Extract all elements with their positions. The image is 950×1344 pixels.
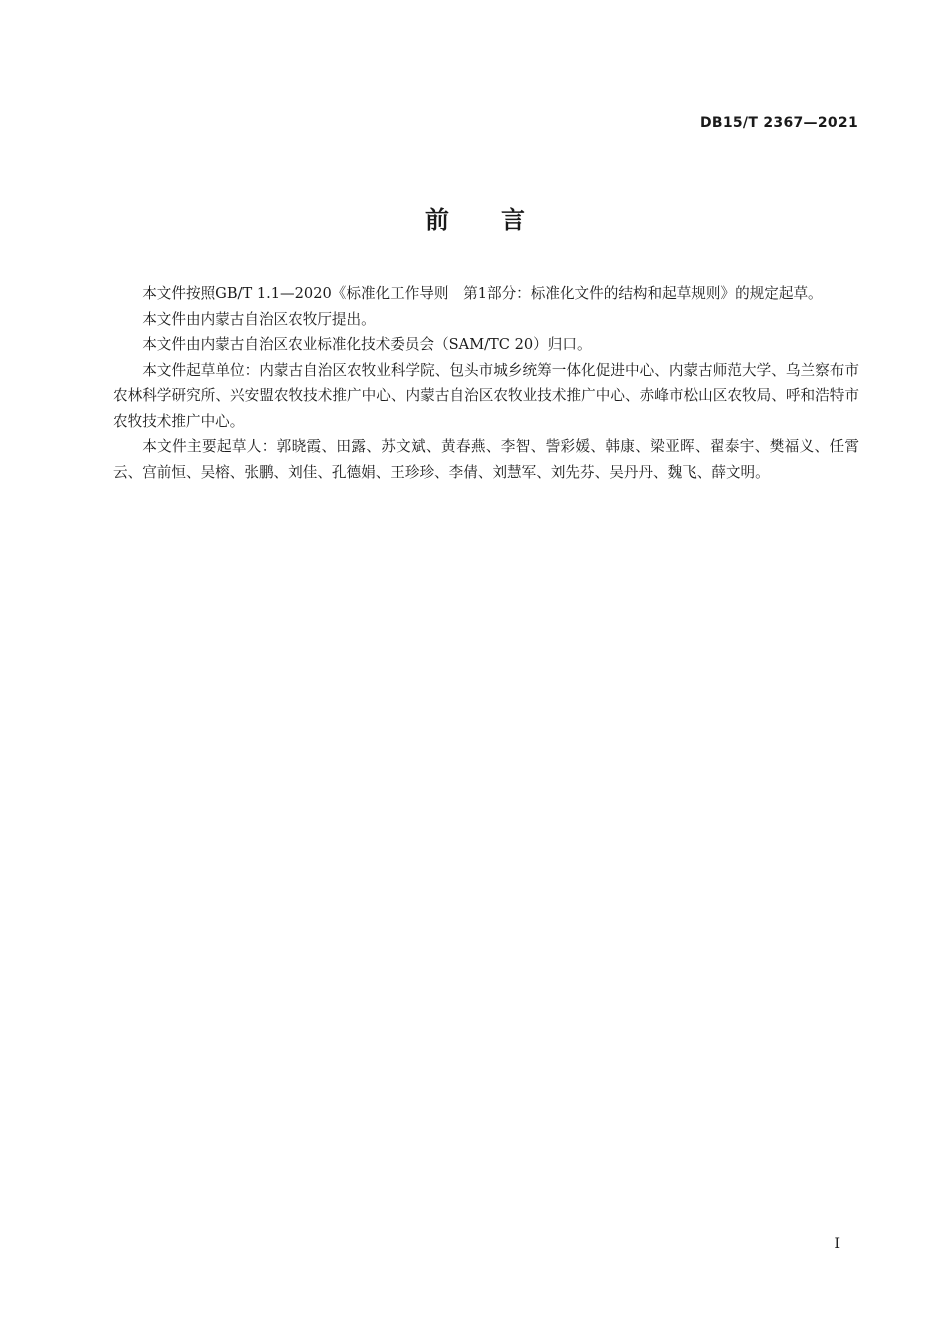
paragraph-drafting-units: 本文件起草单位：内蒙古自治区农牧业科学院、包头市城乡统筹一体化促进中心、内蒙古师范大学、乌兰察布市农林科学研究所、兴安盟农牧技术推广中心、内蒙古自治区农牧业技术推广中心、赤峰市松山区农牧局、呼和浩特市农牧技术推广中心。 bbox=[113, 361, 859, 430]
title-char-1: 前 bbox=[425, 206, 449, 234]
paragraph-drafting-rules: 本文件按照GB/T 1.1—2020《标准化工作导则 第1部分：标准化文件的结构和起草规则》的规定起草。 bbox=[142, 285, 823, 302]
paragraph-technical-committee: 本文件由内蒙古自治区农业标准化技术委员会（SAM/TC 20）归口。 bbox=[142, 336, 592, 353]
paragraph-proposer: 本文件由内蒙古自治区农牧厅提出。 bbox=[142, 310, 376, 328]
foreword-body bbox=[113, 281, 859, 485]
page-number: I bbox=[834, 1236, 840, 1252]
title-char-2: 言 bbox=[501, 206, 525, 234]
paragraph-drafters: 本文件主要起草人：郭晓霞、田露、苏文斌、黄春燕、李智、訾彩媛、韩康、梁亚晖、翟泰宇、樊福义、任霄云、宫前恒、吴榕、张鹏、刘佳、孔德娟、王珍珍、李倩、刘慧军、刘先芬、吴丹丹、魏飞、薛文明。 bbox=[113, 438, 859, 481]
page-title bbox=[0, 200, 950, 235]
document-number: DB15/T 2367—2021 bbox=[699, 115, 858, 131]
